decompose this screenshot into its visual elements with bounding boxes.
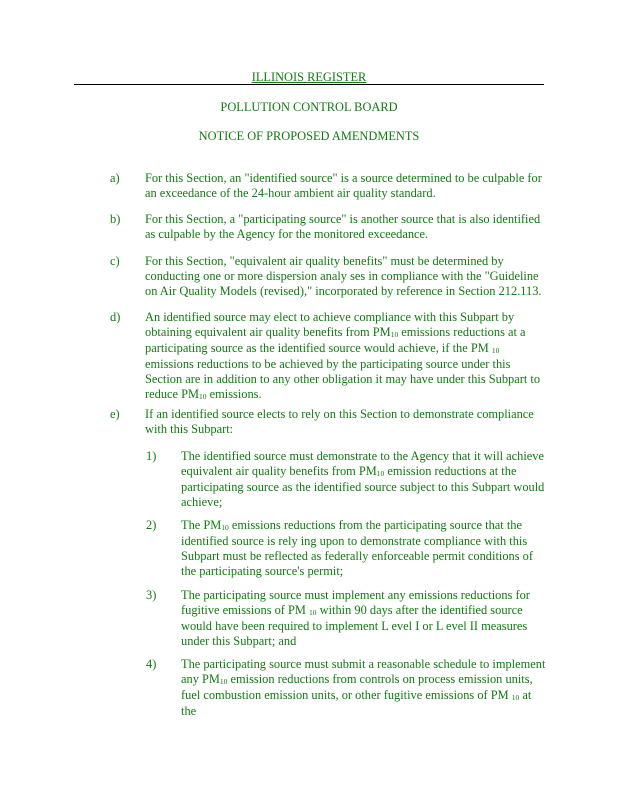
- subparagraph-text: The participating source must implement any emissions reductions for fugitive emissions of PM $_{10}$ within 90 days after the identified source would have been required to implement L evel I or L evel II measures under this Subpart; and: [181, 588, 530, 648]
- paragraph-text: For this Section, an "identified source" is a source determined to be culpable for an exceedance of the 24-hour ambient air quality standard.: [145, 171, 542, 200]
- paragraph-text: An identified source may elect to achieve compliance with this Subpart by obtaining equivalent air quality benefits from $PM_{10}$ emissions reductions at a participating source as the identified source would achieve, if the PM $_{10}$ emissions reductions to be achieved by the participating source under this Section are in addition to any other obligation it may have under this Subpart to reduce $PM_{10}$ emissions.: [145, 310, 541, 401]
- paragraph-text: If an identified source elects to rely on this Section to demonstrate compliance with this Subpart:: [145, 407, 534, 436]
- board-title: POLLUTION CONTROL BOARD: [220, 100, 398, 114]
- register-title: ILLINOIS REGISTER: [251, 70, 367, 84]
- paragraph-label: c): [110, 254, 120, 268]
- subparagraph-text: The identified source must demonstrate to the Agency that it will achieve equivalent air quality benefits from $PM_{10}$ emission reductions at the participating source as the identified source subject to this Subpart would achieve;: [181, 449, 545, 509]
- paragraph-text: For this Section, a "participating source" is another source that is also identified as culpable by the Agency for the monitored exceedance.: [145, 212, 541, 241]
- subparagraph-label: 3): [146, 588, 157, 602]
- paragraph-label: e): [110, 407, 120, 421]
- paragraph-text: For this Section, "equivalent air quality benefits" must be determined by conducting one or more dispersion analy ses in compliance with the "Guideline on Air Quality Models (revised)," incorporated by reference in Section 212.113.: [145, 254, 542, 298]
- paragraph-label: d): [110, 310, 121, 324]
- subparagraph-label: 2): [146, 518, 157, 532]
- header-rule: [74, 84, 544, 85]
- subparagraph-text: The participating source must submit a reasonable schedule to implement any $PM_{10}$ emission reductions from controls on process emission units, fuel combustion emission units, or other fugitive emissions of PM $_{10}$ at the: [181, 657, 546, 718]
- subparagraph-text: The $PM_{10}$ emissions reductions from the participating source that the identified source is rely ing upon to demonstrate compliance with this Subpart must be reflected as federally enforceable permit conditions of the participating source's permit;: [181, 518, 533, 578]
- subparagraph-label: 1): [146, 449, 157, 463]
- paragraph-label: b): [110, 212, 121, 226]
- subparagraph-label: 4): [146, 657, 157, 671]
- notice-title: NOTICE OF PROPOSED AMENDMENTS: [198, 129, 420, 143]
- paragraph-label: a): [110, 171, 120, 185]
